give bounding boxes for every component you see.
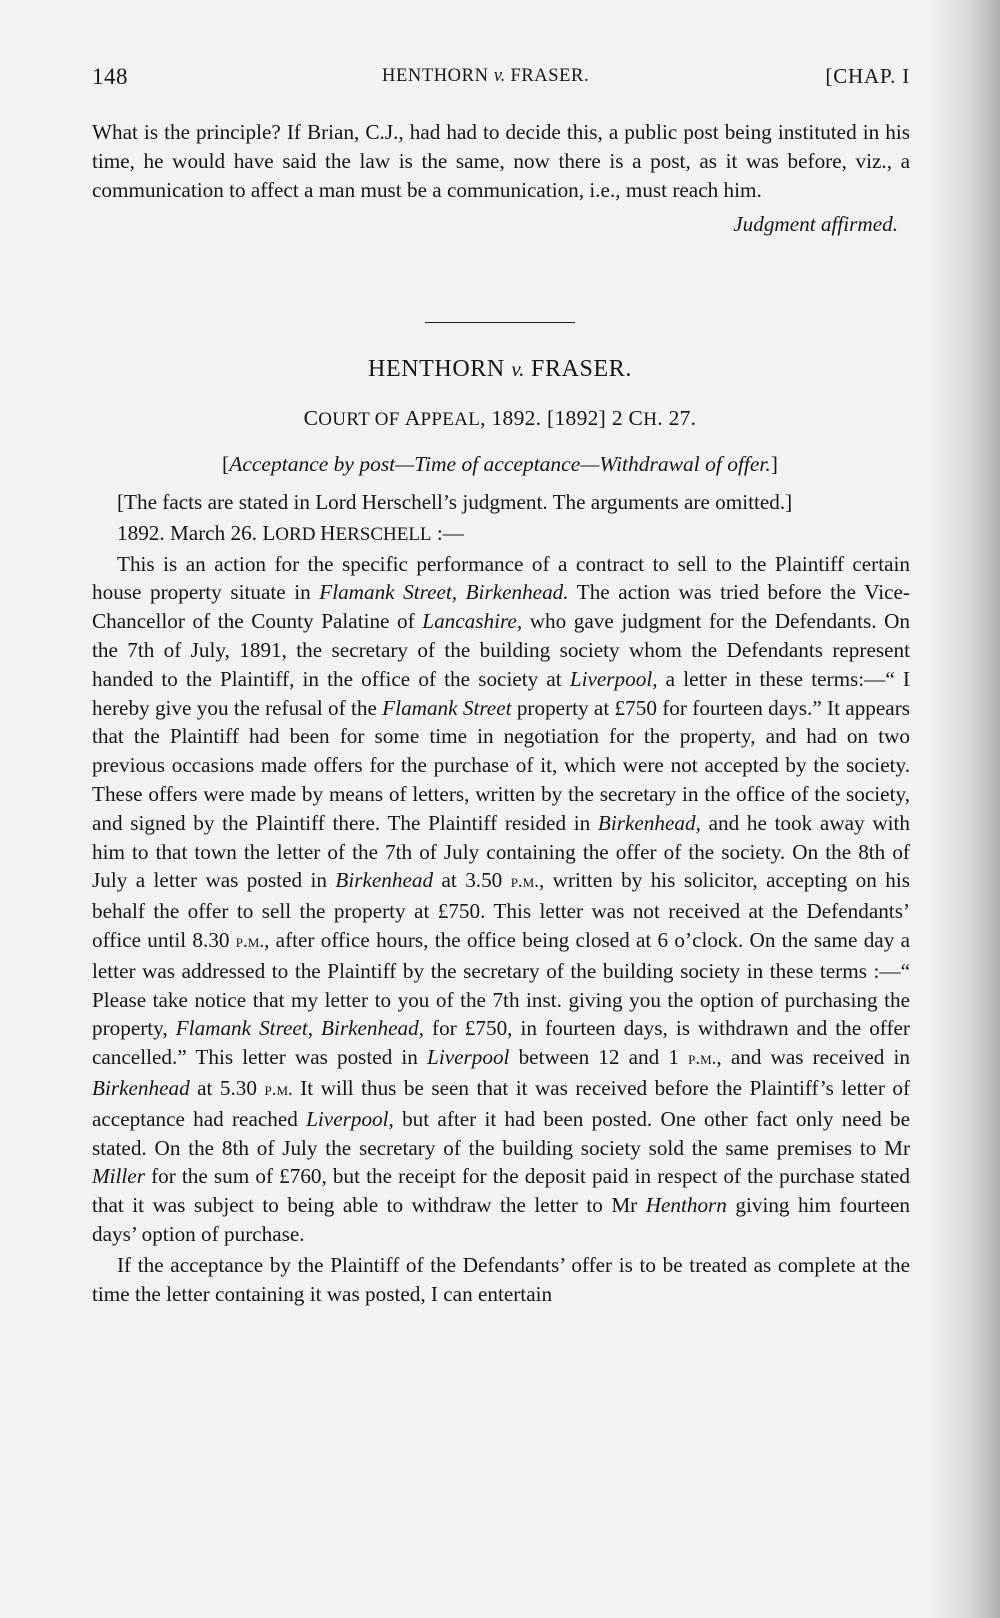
judgment-text <box>92 488 910 1308</box>
page-gutter-shadow <box>930 0 1000 1618</box>
case-title: HENTHORN v. FRASER. <box>368 356 632 382</box>
date-line: 1892. March 26. LORD HERSCHELL :— <box>117 520 464 545</box>
chapter-marker: [CHAP. I <box>825 64 910 88</box>
opening-paragraph-block <box>92 118 910 239</box>
page-number: 148 <box>92 64 128 89</box>
court-citation: COURT OF APPEAL, 1892. [1892] 2 CH. 27. <box>303 406 697 430</box>
facts-note: [The facts are stated in Lord Herschell’s judgment. The arguments are omitted.] <box>117 490 793 514</box>
running-title: HENTHORN v. FRASER. <box>382 66 590 86</box>
section-divider <box>425 322 575 323</box>
running-header <box>92 64 910 104</box>
body-paragraph: This is an action for the specific performance of a contract to sell to the Plaintiff certain house property situate in Flamank Street, Birkenhead. The action was tried before the Vice-Chancellor of the County Palatine of Lancashire, who gave judgment for the Defendants. On the 7th of July, 1891, the secretary of the building society whom the Defendants represent handed to the Plaintiff, in the office of the society at Liverpool, a letter in these terms:—“ I hereby give you the refusal of the Flamank Street property at £750 for fourteen days.” It appears that the Plaintiff had been for some time in negotiation for the property, and had on two previous occasions made offers for the purchase of it, which were not accepted by the society. These offers were made by means of letters, written by the secretary in the office of the society, and signed by the Plaintiff there. The Plaintiff resided in Birkenhead, and he took away with him to that town the letter of the 7th of July containing the offer of the society. On the 8th of July a letter was posted in Birkenhead at 3.50 p.m., written by his solicitor, accepting on his behalf the offer to sell the property at £750. This letter was not received at the Defendants’ office until 8.30 p.m., after office hours, the office being closed at 6 o’clock. On the same day a letter was addressed to the Plaintiff by the secretary of the building society in these terms :—“ Please take notice that my letter to you of the 7th inst. giving you the option of purchasing the property, Flamank Street, Birkenhead, for £750, in fourteen days, is withdrawn and the offer cancelled.” This letter was posted in Liverpool between 12 and 1 p.m., and was received in Birkenhead at 5.30 p.m. It will thus be seen that it was received before the Plaintiff’s letter of acceptance had reached Liverpool, but after it had been posted. One other fact only need be stated. On the 8th of July the secretary of the building society sold the same premises to Mr Miller for the sum of £760, but the receipt for the deposit paid in respect of the purchase stated that it was subject to being able to withdraw the letter to Mr Henthorn giving him fourteen days’ option of purchase. <box>92 551 911 1246</box>
headnote: [Acceptance by post—Time of acceptance—Withdrawal of offer.] <box>222 452 778 476</box>
opening-paragraph: What is the principle? If Brian, C.J., had had to decide this, a public post being instituted in his time, he would have said the law is the same, now there is a post, as it was before, viz., a communication to affect a man must be a communication, i.e., must reach him. <box>92 120 910 202</box>
judgment-affirmed: Judgment affirmed. <box>733 212 898 237</box>
last-paragraph: If the acceptance by the Plaintiff of the Defendants’ offer is to be treated as complete at the time the letter containing it was posted, I can entertain <box>92 1252 910 1306</box>
